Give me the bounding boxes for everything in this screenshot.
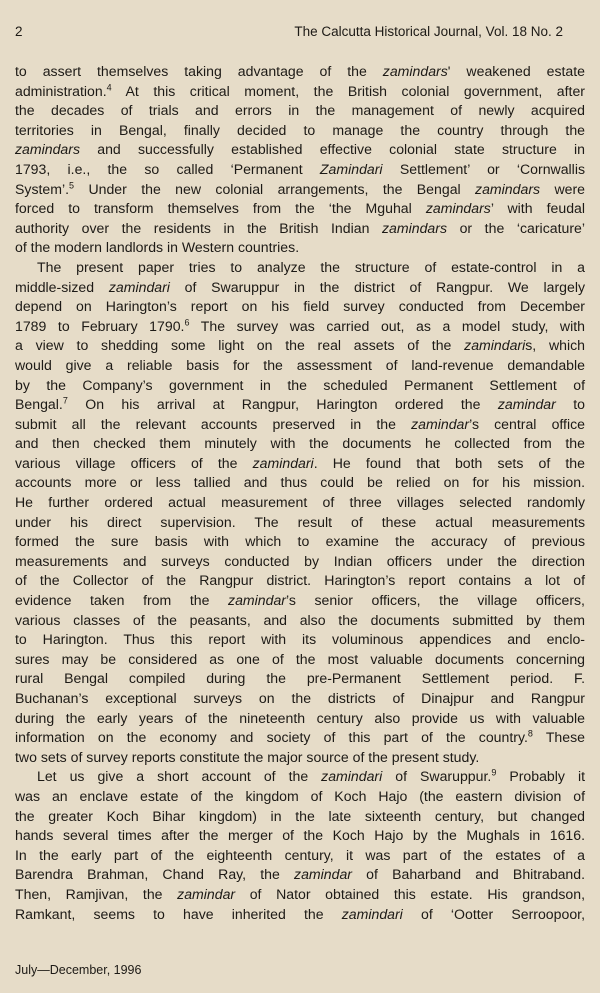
text-line: accounts more or less tallied and thus could be relied on for his mission. (15, 474, 585, 491)
text-line: a view to shedding some light on the real assets of the zamindaris, which (15, 337, 585, 354)
text-line: Then, Ramjivan, the zamindar of Nator obtained this estate. His grandson, (15, 885, 585, 902)
text-line: He further ordered actual measurement of three villages selected randomly (15, 494, 585, 511)
text-line: to assert themselves taking advantage of the zamindars' weakened estate (15, 63, 586, 79)
text-line: Let us give a short account of the zamindari of Swaruppur.$^9$ Probably it (37, 767, 585, 785)
text-line: middle-sized zamindari of Swaruppur in the district of Rangpur. We largely (15, 278, 585, 295)
text-line: The present paper tries to analyze the structure of estate-control in a (37, 258, 585, 275)
text-line: forced to transform themselves from the ‘the Mguhal zamindars’ with feudal (15, 200, 586, 217)
running-header (15, 24, 583, 46)
journal-title: The Calcutta Historical Journal, Vol. 18 No. 2 (294, 24, 563, 39)
text-line: 1789 to February 1790.$^6$ The survey was carried out, as a model study, with (15, 317, 585, 334)
text-line: Ramkant, seems to have inherited the zamindari of ‘Ootter Serroopoor, (15, 905, 585, 922)
text-line: various classes of the peasants, and also the documents submitted by them (15, 611, 585, 628)
text-line: sures may be considered as one of the most valuable documents concerning (15, 650, 585, 667)
text-line: two sets of survey reports constitute the major source of the present study. (15, 748, 480, 765)
text-line: would give a reliable basis for the assessment of land-revenue demandable (15, 356, 585, 373)
text-line: was an enclave estate of the kingdom of Koch Hajo (the eastern division of (15, 787, 585, 804)
text-line: territories in Bengal, finally decided to manage the country through the (15, 121, 585, 138)
text-line: In the early part of the eighteenth century, it was part of the estates of a (15, 846, 585, 863)
text-line: of the Collector of the Rangpur district. Harington’s report contains a lot of (15, 572, 585, 589)
text-line: under his direct supervision. The result of these actual measurements (15, 513, 585, 530)
text-line: 1793, i.e., the so called ‘Permanent Zamindari Settlement’ or ‘Cornwallis (15, 160, 585, 177)
text-line: by the Company’s government in the scheduled Permanent Settlement of (15, 376, 585, 393)
text-line: Barendra Brahman, Chand Ray, the zamindar of Baharband and Bhitraband. (15, 866, 585, 883)
text-line: System’.$^5$ Under the new colonial arrangements, the Bengal zamindars were (15, 179, 585, 197)
text-line: the decades of trials and errors in the management of newly acquired (15, 102, 585, 119)
text-line: measurements and surveys conducted by Indian officers under the direction (15, 552, 585, 569)
text-line: Buchanan’s exceptional surveys on the districts of Dinajpur and Rangpur (15, 690, 585, 706)
text-line: to Harington. Thus this report with its voluminous appendices and enclo- (15, 631, 585, 648)
text-line: rural Bengal compiled during the pre-Permanent Settlement period. F. (15, 670, 585, 687)
text-line: hands several times after the merger of the Koch Hajo by the Mughals in 1616. (15, 827, 585, 844)
text-line: submit all the relevant accounts preserved in the zamindar’s central office (15, 415, 585, 432)
text-line: of the modern landlords in Western countries. (15, 239, 300, 256)
footer-date: July—December, 1996 (15, 963, 142, 977)
text-line: the greater Koch Bihar kingdom) in the late sixteenth century, but changed (15, 807, 585, 824)
text-line: authority over the residents in the British Indian zamindars or the ‘caricature’ (15, 219, 585, 236)
text-line: various village officers of the zamindari. He found that both sets of the (15, 454, 585, 471)
text-line: administration.$^4$ At this critical moment, the British colonial government, after (15, 81, 585, 99)
text-line: zamindars and successfully established effective colonial state structure in (15, 141, 585, 158)
text-line: during the early years of the nineteenth century also provide us with valuable (15, 709, 585, 726)
article-body (15, 62, 585, 924)
text-line: and then checked them minutely with the documents he collected from the (15, 435, 585, 452)
text-line: formed the sure basis with which to examine the accuracy of previous (15, 533, 585, 550)
page-number: 2 (15, 24, 23, 39)
text-line: information on the economy and society of this part of the country.$^8$ These (15, 728, 585, 746)
text-line: evidence taken from the zamindar’s senior officers, the village officers, (15, 592, 585, 609)
text-line: Bengal.$^7$ On his arrival at Rangpur, Harington ordered the zamindar to (15, 395, 585, 413)
text-line: depend on Harington’s report on his field survey conducted from December (15, 298, 585, 315)
